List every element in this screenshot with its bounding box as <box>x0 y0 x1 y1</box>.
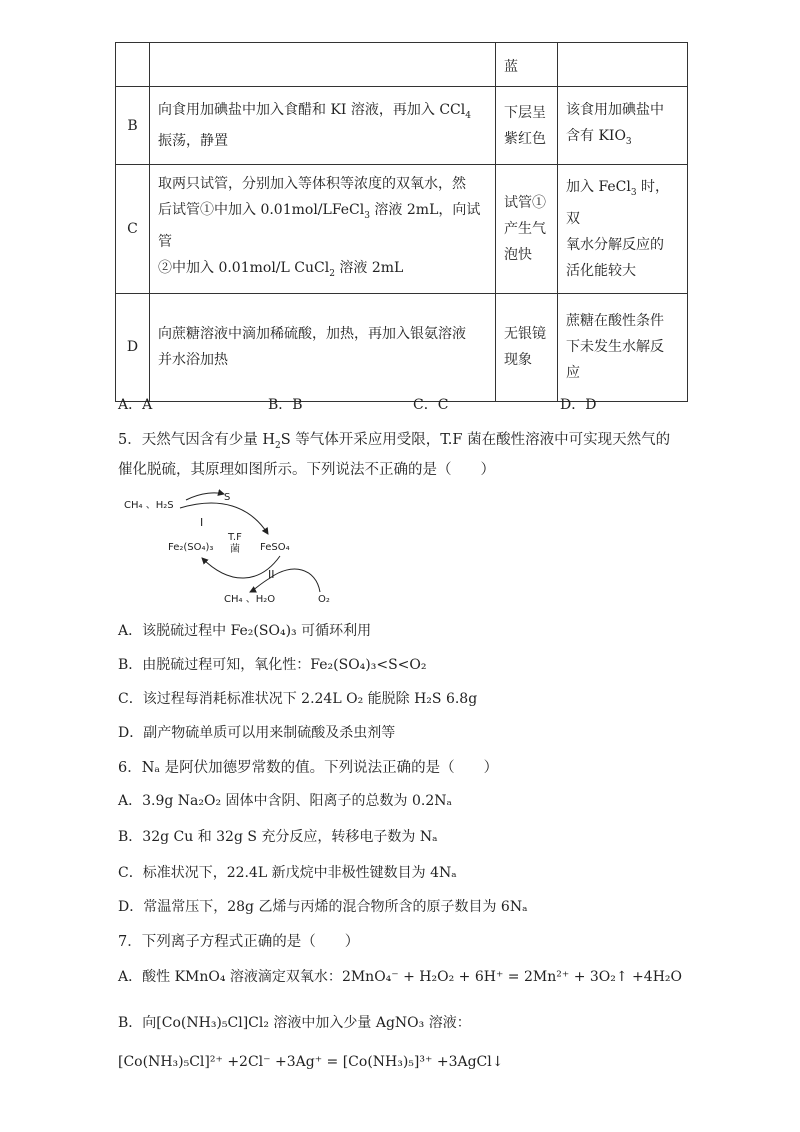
table-row <box>116 43 688 87</box>
step-1-label: I <box>200 516 204 529</box>
sulfur-label: S <box>224 492 231 503</box>
phenomenon-cell: 蓝 <box>496 43 558 87</box>
choice-c[interactable]: C．C <box>413 397 449 413</box>
step-2-label: II <box>268 568 275 581</box>
bacteria-label-2: 菌 <box>230 544 240 555</box>
q5-option-b[interactable]: B．由脱硫过程可知，氧化性：Fe₂(SO₄)₃<S<O₂ <box>118 657 427 673</box>
q5-stem-line2: 催化脱硫，其原理如图所示。下列说法不正确的是（ ） <box>118 462 495 478</box>
bacteria-label-1: T.F <box>228 532 242 543</box>
conclusion-cell <box>558 43 688 87</box>
ferrous-sulfate-label: FeSO₄ <box>260 542 290 553</box>
arrow-step-1 <box>180 503 268 534</box>
equation-b: [Co(NH₃)₅Cl]²⁺ +2Cl⁻ +3Ag⁺ = [Co(NH₃)₅]³⁺ +3AgCl↓ <box>118 1054 504 1070</box>
q7-option-b[interactable]: B．向[Co(NH₃)₅Cl]Cl₂ 溶液中加入少量 AgNO₃ 溶液： <box>118 1015 471 1031</box>
table-row <box>116 87 688 165</box>
q6-option-d[interactable]: D．常温常压下，28g 乙烯与丙烯的混合物所含的原子数目为 6Nₐ <box>118 899 528 915</box>
q7-option-a[interactable]: A．酸性 KMnO₄ 溶液滴定双氧水：2MnO₄⁻ + H₂O₂ + 6H⁺ = 2Mn²⁺ + 3O₂↑ +4H₂O <box>118 969 682 985</box>
q5-option-d[interactable]: D．副产物硫单质可以用来制硫酸及杀虫剂等 <box>118 725 396 741</box>
ferric-sulfate-label: Fe₂(SO₄)₃ <box>168 542 214 553</box>
table-row <box>116 293 688 401</box>
q6-option-c[interactable]: C．标准状况下，22.4L 新戊烷中非极性键数目为 4Nₐ <box>118 865 457 881</box>
q5-stem-line1: 5．天然气因含有少量 $H_2S$ 等气体开采应用受限，T.F 菌在酸性溶液中可实现天然气的 <box>118 432 671 451</box>
q6-option-b[interactable]: B．32g Cu 和 32g S 充分反应，转移电子数为 Nₐ <box>118 829 438 845</box>
conclusion-cell: 加入 FeCl$_3$ 时，双 氧水分解反应的 活化能较大 <box>558 165 688 294</box>
choice-b[interactable]: B．B <box>268 397 303 413</box>
equation-a: 2MnO₄⁻ + H₂O₂ + 6H⁺ = 2Mn²⁺ + 3O₂↑ +4H₂O <box>341 969 682 985</box>
arrow-oxygen <box>250 569 320 592</box>
output-label: CH₄ 、H₂O <box>224 594 276 605</box>
desulfurization-diagram <box>120 486 350 611</box>
q6-stem: 6．Nₐ 是阿伏加德罗常数的值。下列说法正确的是（ ） <box>118 760 499 776</box>
arrow-to-sulfur <box>186 493 224 500</box>
row-label: C <box>116 165 150 294</box>
oxygen-label: O₂ <box>318 594 330 605</box>
procedure-cell: 取两只试管，分别加入等体积等浓度的双氧水，然 后试管①中加入 0.01mol/LFeCl$_3$ 溶液 2mL，向试管 ②中加入 0.01mol/L CuCl$_2$ 溶液 2mL <box>150 165 496 294</box>
phenomenon-cell: 下层呈 紫红色 <box>496 87 558 165</box>
row-label <box>116 43 150 87</box>
choice-a[interactable]: A．A <box>118 397 153 413</box>
input-label: CH₄ 、H₂S <box>124 500 174 511</box>
q5-option-c[interactable]: C．该过程每消耗标准状况下 2.24L O₂ 能脱除 H₂S 6.8g <box>118 691 478 707</box>
q5-option-a[interactable]: A．该脱硫过程中 Fe₂(SO₄)₃ 可循环利用 <box>118 623 372 639</box>
choice-d[interactable]: D．D <box>560 397 597 413</box>
conclusion-cell: 蔗糖在酸性条件 下未发生水解反 应 <box>558 293 688 401</box>
phenomenon-cell: 无银镜 现象 <box>496 293 558 401</box>
q4-table <box>115 42 688 402</box>
row-label: D <box>116 293 150 401</box>
q7-stem: 7．下列离子方程式正确的是（ ） <box>118 934 360 950</box>
table-row <box>116 165 688 294</box>
q6-option-a[interactable]: A．3.9g Na₂O₂ 固体中含阴、阳离子的总数为 0.2Nₐ <box>118 793 452 809</box>
conclusion-cell: 该食用加碘盐中 含有 $KIO_3$ <box>558 87 688 165</box>
row-label: B <box>116 87 150 165</box>
procedure-cell: 向蔗糖溶液中滴加稀硫酸，加热，再加入银氨溶液 并水浴加热 <box>150 293 496 401</box>
procedure-cell <box>150 43 496 87</box>
phenomenon-cell: 试管① 产生气 泡快 <box>496 165 558 294</box>
procedure-cell: 向食用加碘盐中加入食醋和 KI 溶液，再加入 CCl$_4$ 振荡，静置 <box>150 87 496 165</box>
